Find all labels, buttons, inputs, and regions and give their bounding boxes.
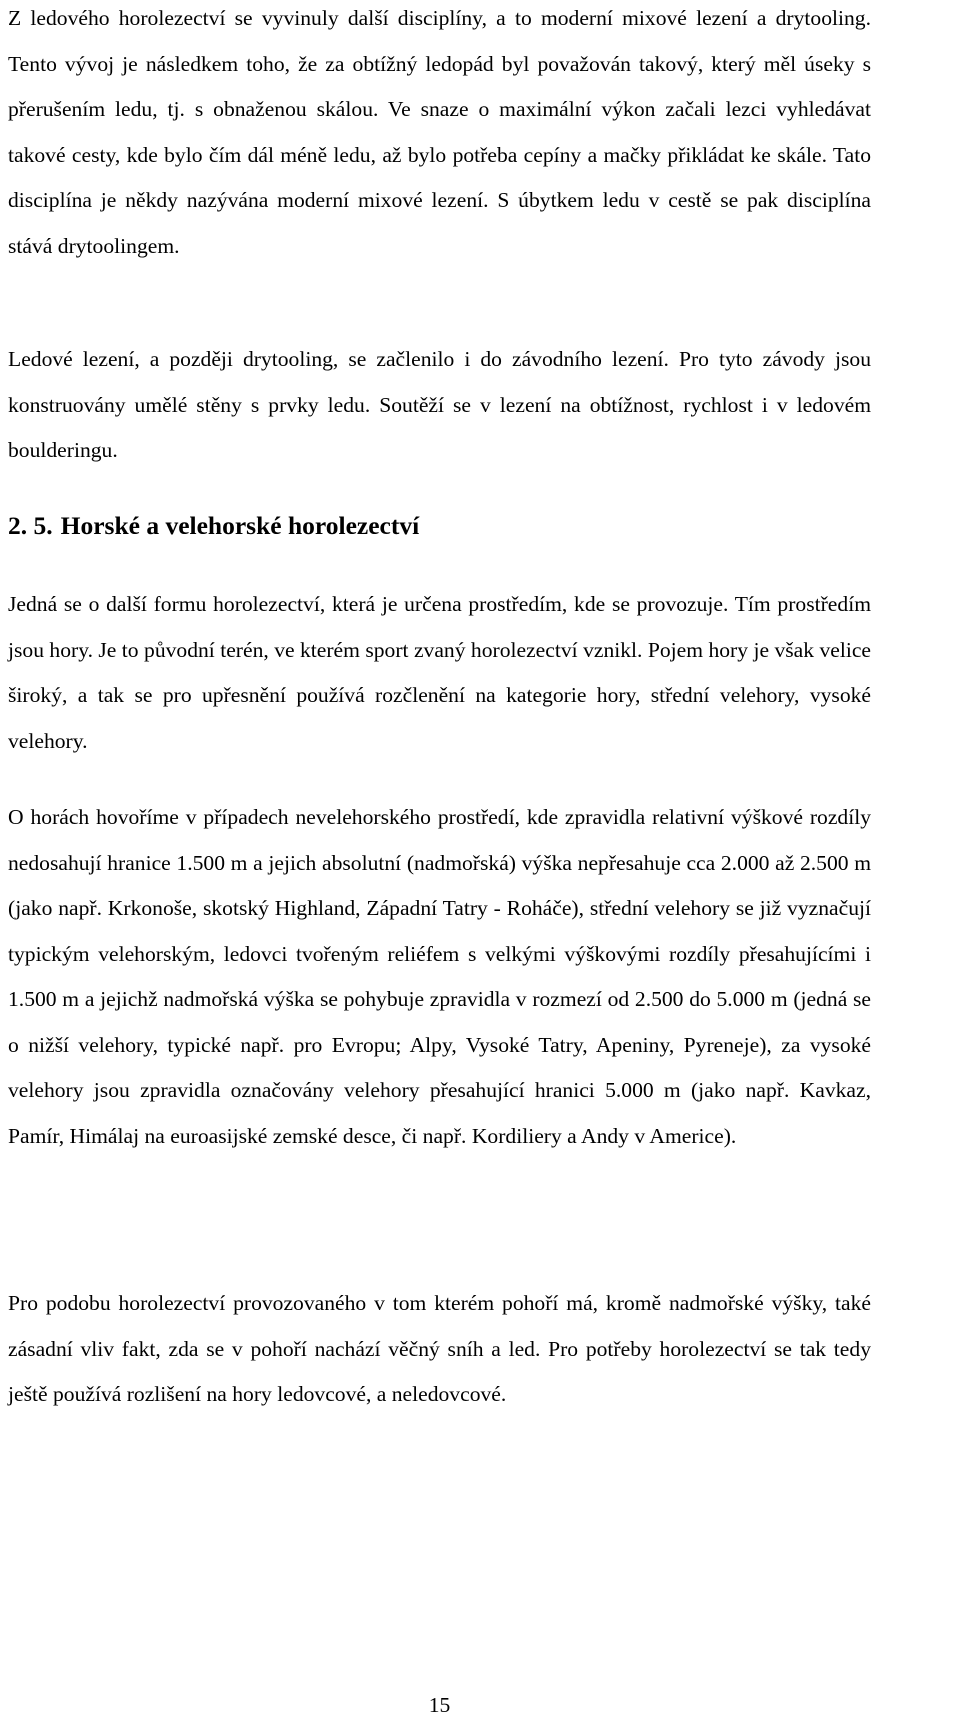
page-number: 15 bbox=[428, 1693, 451, 1717]
paragraph-glacier-distinction: Pro podobu horolezectví provozovaného v tom kterém pohoří má, kromě nadmořské výšky, také zásadní vliv fakt, zda se v pohoří nachází věčný sníh a led. Pro potřeby horolezectví se tak tedy ještě používá rozlišení na hory ledovcové, a neledovcové. bbox=[8, 1291, 871, 1406]
paragraph-mountain-categories: O horách hovoříme v případech nevelehorského prostředí, kde zpravidla relativní výškové rozdíly nedosahují hranice 1.500 m a jejich absolutní (nadmořská) výška nepřesahuje cca 2.000 až 2.500 m (jako např. Krkonoše, skotský Highland, Západní Tatry - Roháče), střední velehory se již vyznačují typickým velehorským, ledovci tvořeným reliéfem s velkými výškovými rozdíly přesahujícími i 1.500 m a jejichž nadmořská výška se pohybuje zpravidla v rozmezí od 2.500 do 5.000 m (jedná se o nižší velehory, typické např. pro Evropu; Alpy, Vysoké Tatry, Apeniny, Pyreneje), za vysoké velehory jsou zpravidla označovány velehory přesahující hranici 5.000 m (jako např. Kavkaz, Pamír, Himálaj na euroasijské zemské desce, či např. Kordiliery a Andy v Americe). bbox=[8, 805, 871, 1148]
section-number: 2. 5. bbox=[8, 511, 53, 540]
section-heading bbox=[8, 503, 871, 549]
paragraph-competition-ice-climbing: Ledové lezení, a později drytooling, se začlenilo i do závodního lezení. Pro tyto závody jsou konstruovány umělé stěny s prvky ledu. Soutěží se v lezení na obtížnost, rychlost i v ledovém boulderingu. bbox=[8, 347, 871, 462]
paragraph-mixed-climbing: Z ledového horolezectví se vyvinuly další disciplíny, a to moderní mixové lezení a drytooling. Tento vývoj je následkem toho, že za obtížný ledopád byl považován takový, který měl úseky s přerušením ledu, tj. s obnaženou skálou. Ve snaze o maximální výkon začali lezci vyhledávat takové cesty, kde bylo čím dál méně ledu, až bylo potřeba cepíny a mačky přikládat ke skále. Tato disciplína je někdy nazývána moderní mixové lezení. S úbytkem ledu v cestě se pak disciplína stává drytoolingem. bbox=[8, 6, 871, 258]
section-title: Horské a velehorské horolezectví bbox=[60, 511, 420, 540]
paragraph-mountain-definition: Jedná se o další formu horolezectví, která je určena prostředím, kde se provozuje. Tím prostředím jsou hory. Je to původní terén, ve kterém sport zvaný horolezectví vznikl. Pojem hory je však velice široký, a tak se pro upřesnění používá rozčlenění na kategorie hory, střední velehory, vysoké velehory. bbox=[8, 592, 871, 753]
